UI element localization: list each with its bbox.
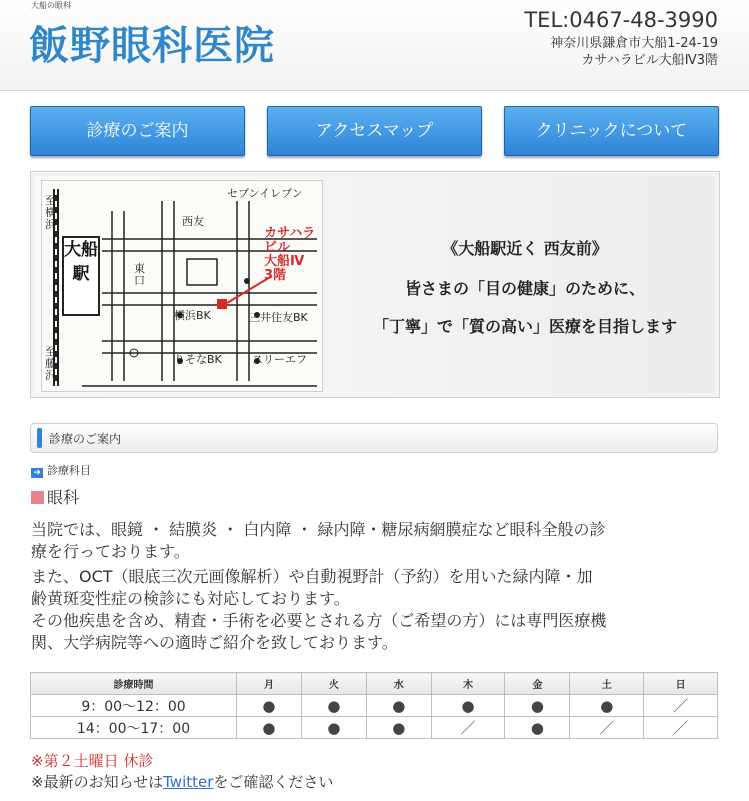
hero-message-line-2: 皆さまの「目の健康」のために、 <box>404 279 645 298</box>
news-note-prefix: ※最新のお知らせは <box>31 773 164 791</box>
table-cell-mark: ／ <box>644 717 718 739</box>
map-label-building: カサハラ ビル 大船Ⅳ 3階 <box>264 226 316 283</box>
nav-item-about-clinic[interactable]: クリニックについて <box>504 106 719 156</box>
map-label-to-yokohama: 至横浜 <box>45 194 56 231</box>
table-header-day: 土 <box>570 673 644 695</box>
map-label-east-exit: 東口 <box>134 262 145 287</box>
table-cell-mark: ● <box>301 717 366 739</box>
table-cell-mark: ● <box>505 695 570 717</box>
department-heading <box>31 485 79 508</box>
table-cell-mark: ／ <box>644 695 718 717</box>
breadcrumb <box>31 462 91 478</box>
arrow-right-icon: ➜ <box>31 468 43 478</box>
table-cell-mark: ／ <box>431 717 505 739</box>
map-label-three-f: スリーエフ <box>252 353 307 366</box>
hero-message-line-1: 《大船駅近く 西友前》 <box>442 239 608 258</box>
nav-item-access-map[interactable]: アクセスマップ <box>267 106 482 156</box>
table-cell-time: 14：00～17：00 <box>31 717 237 739</box>
table-header-day: 火 <box>301 673 366 695</box>
address-line-1: 神奈川県鎌倉市大船1-24-19 <box>550 36 718 51</box>
section-title: 診療のご案内 <box>49 432 122 446</box>
section-title-bar <box>30 423 718 453</box>
office-hours-table <box>30 672 718 739</box>
map-label-yokohama-bank: 横浜BK <box>174 309 211 322</box>
table-header-day: 水 <box>366 673 431 695</box>
table-header-time: 診療時間 <box>31 673 237 695</box>
map-label-resona-bank: りそなBK <box>174 353 222 366</box>
map-label-to-fujisawa: 至藤沢 <box>45 345 56 382</box>
access-map-image <box>41 180 323 392</box>
hero-banner <box>30 171 720 398</box>
site-title[interactable]: 飯野眼科医院 <box>29 23 275 69</box>
map-label-seiyu: 西友 <box>182 215 204 228</box>
table-row <box>31 695 718 717</box>
intro-line-4: 齢黄斑変性症の検診にも対応しております。 <box>31 589 350 608</box>
news-note <box>31 771 333 792</box>
table-header-row <box>31 673 718 695</box>
nav-item-consultation[interactable]: 診療のご案内 <box>30 106 245 156</box>
table-cell-time: 9：00～12：00 <box>31 695 237 717</box>
news-note-suffix: をご確認ください <box>213 773 334 791</box>
table-cell-mark: ● <box>366 695 431 717</box>
department-heading-label: 眼科 <box>47 488 80 507</box>
map-label-mitsui-bank: 三井住友BK <box>249 311 308 324</box>
intro-line-3: また、OCT（眼底三次元画像解析）や自動視野計（予約）を用いた緑内障・加 <box>31 567 593 586</box>
address-line-2: カサハラビル大船Ⅳ3階 <box>581 53 718 68</box>
table-header-day: 金 <box>505 673 570 695</box>
phone-number: TEL:0467-48-3990 <box>524 8 718 32</box>
table-cell-mark: ● <box>237 695 302 717</box>
site-header <box>0 0 749 91</box>
hero-message-line-3: 「丁寧」で「質の高い」医療を目指します <box>372 317 677 336</box>
intro-line-2: 療を行っております。 <box>31 542 190 561</box>
site-tagline: 大船の眼科 <box>31 1 71 10</box>
table-header-day: 木 <box>431 673 505 695</box>
table-cell-mark: ● <box>301 695 366 717</box>
table-cell-mark: ● <box>431 695 505 717</box>
table-row <box>31 717 718 739</box>
table-cell-mark: ● <box>570 695 644 717</box>
intro-line-5: その他疾患を含め、精査・手術を必要とされる方（ご希望の方）には専門医療機 <box>31 611 607 630</box>
map-label-seven-eleven: セブンイレブン <box>227 187 303 200</box>
table-cell-mark: ● <box>237 717 302 739</box>
intro-line-6: 関、大学病院等への適時ご紹介を致しております。 <box>31 633 398 652</box>
map-station-ofuna: 大船駅 <box>62 236 100 316</box>
square-bullet-icon <box>31 491 44 504</box>
table-cell-mark: ／ <box>570 717 644 739</box>
table-cell-mark: ● <box>505 717 570 739</box>
section-accent-bar <box>37 428 42 448</box>
breadcrumb-label: 診療科目 <box>47 464 91 477</box>
closed-day-note: ※第２土曜日 休診 <box>31 752 154 770</box>
twitter-link[interactable]: Twitter <box>163 773 214 791</box>
hero-inner <box>35 176 715 393</box>
intro-line-1: 当院では、眼鏡 ・ 結膜炎 ・ 白内障 ・ 緑内障・糖尿病網膜症など眼科全般の診 <box>31 520 606 539</box>
table-cell-mark: ● <box>366 717 431 739</box>
table-header-day: 月 <box>237 673 302 695</box>
table-header-day: 日 <box>644 673 718 695</box>
